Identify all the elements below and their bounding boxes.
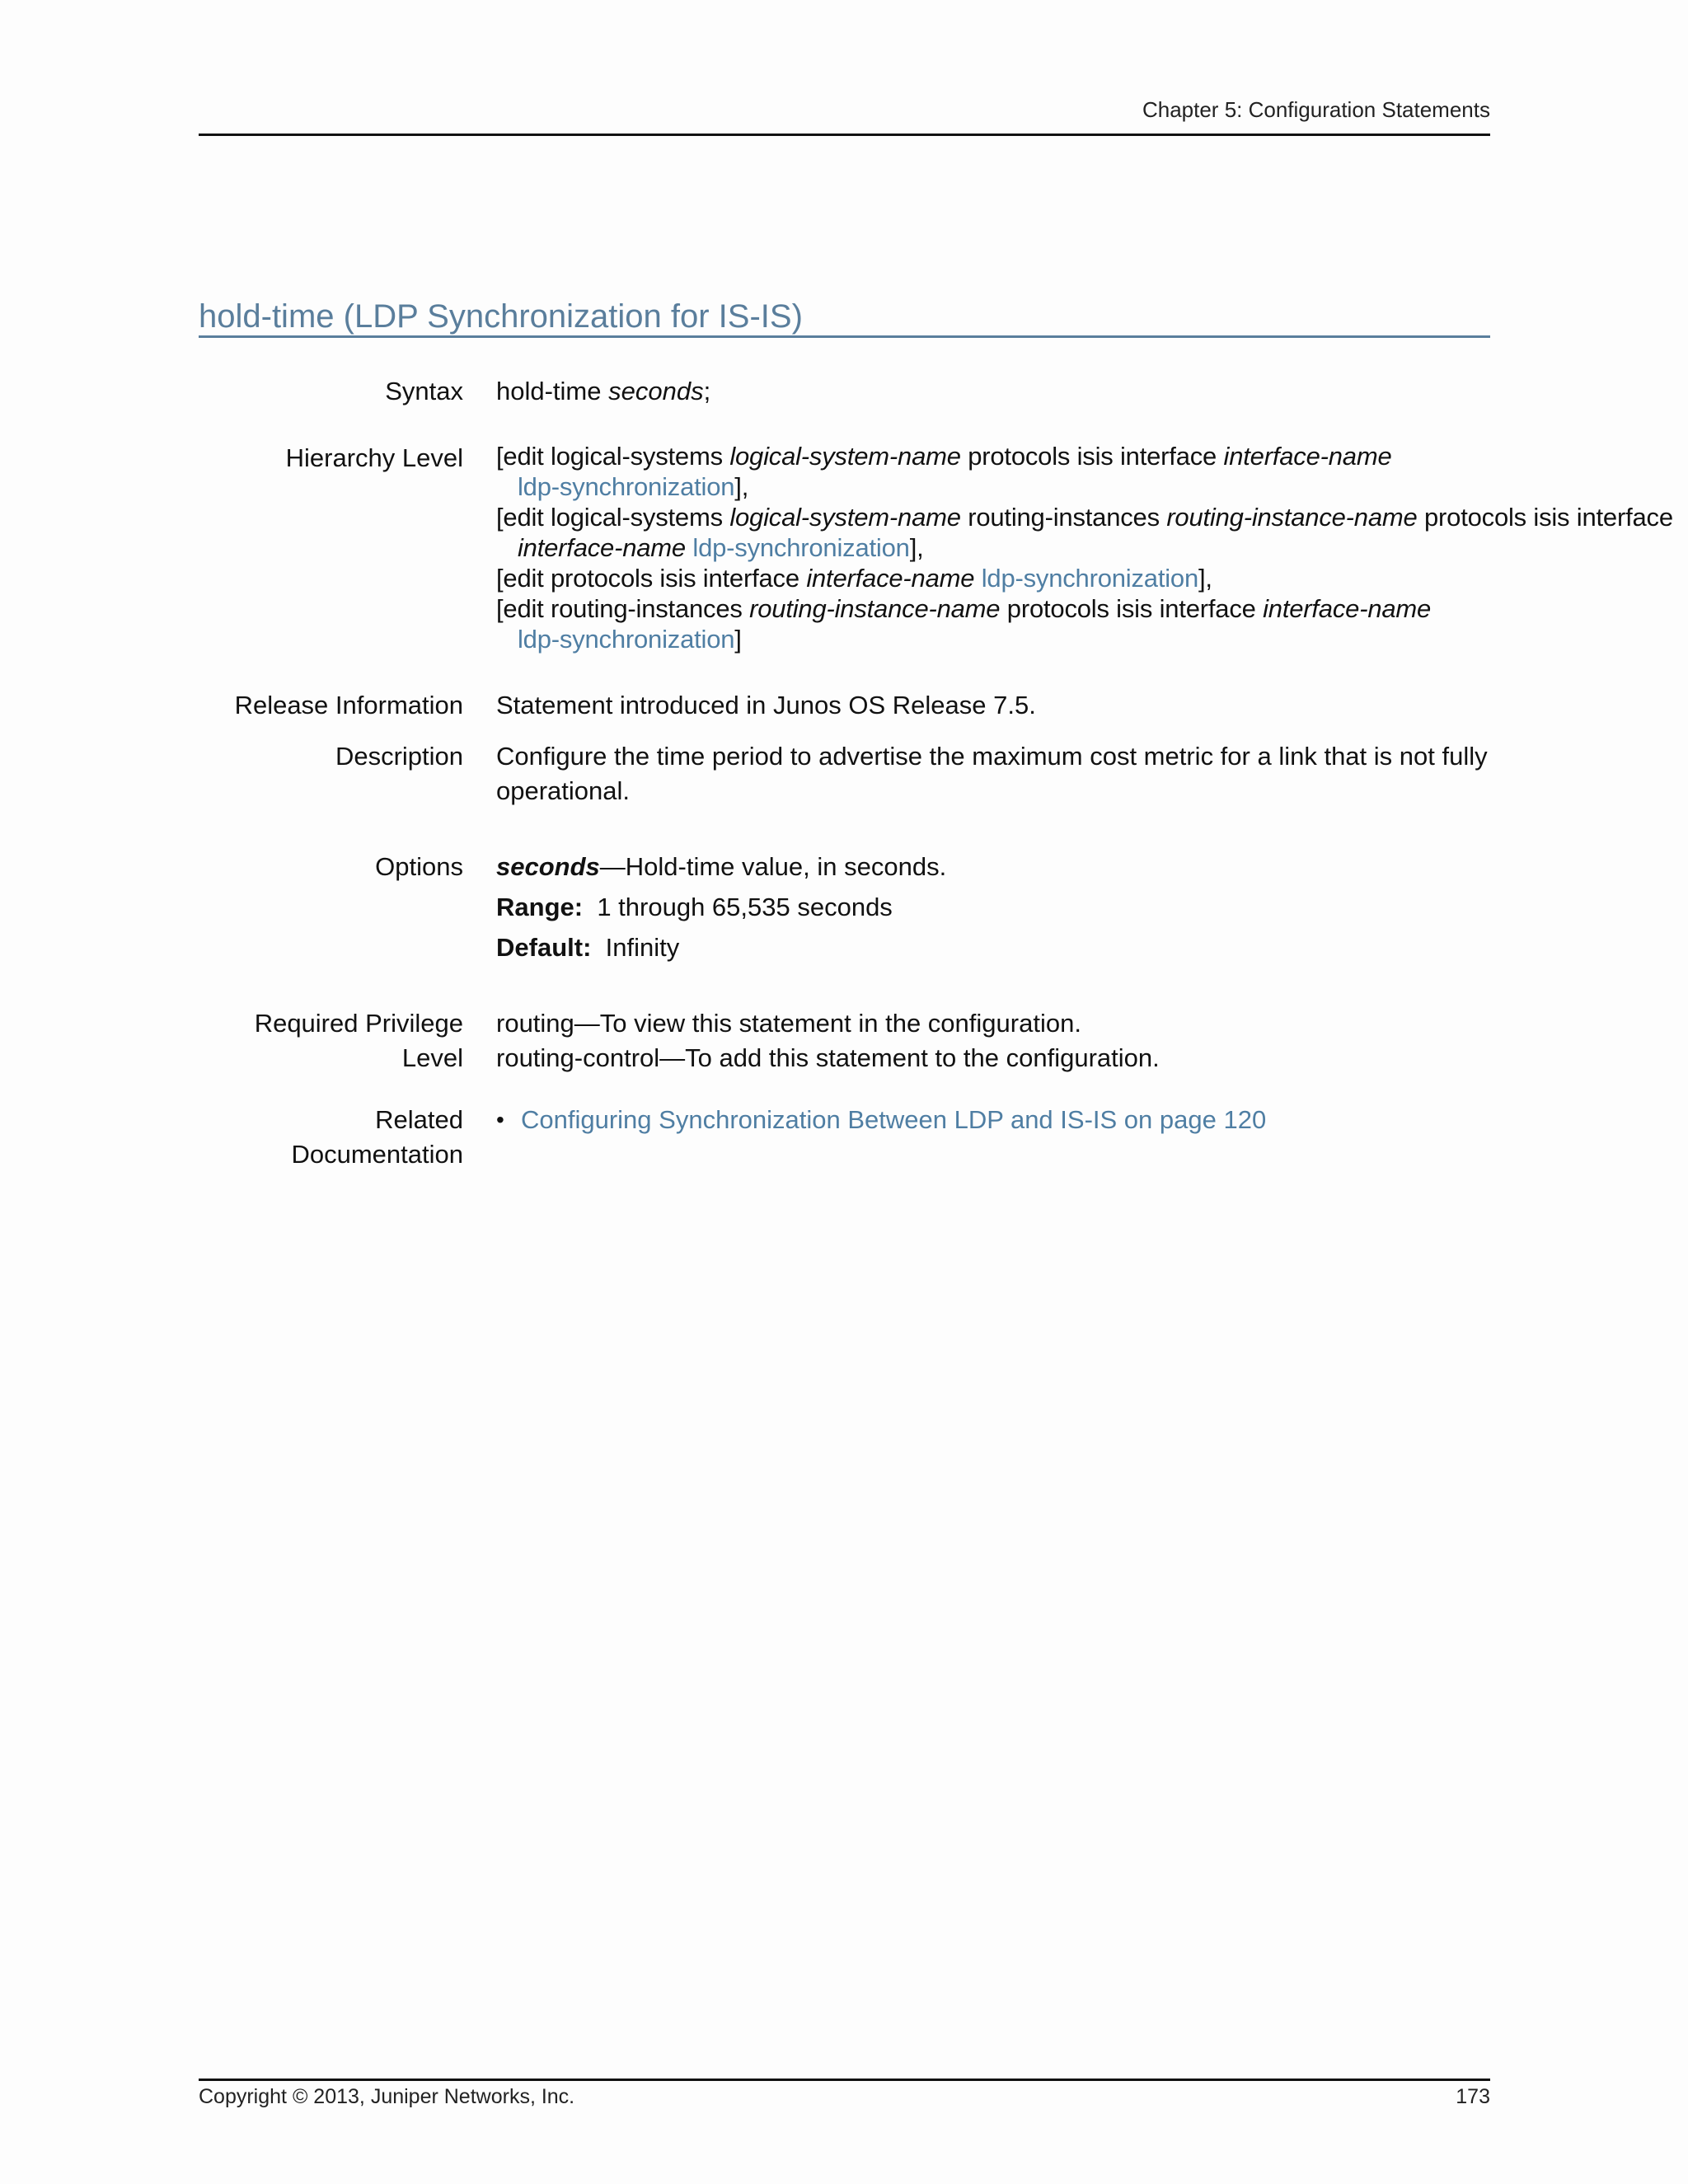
privilege-label — [183, 1006, 463, 1076]
syntax-argument: seconds — [608, 377, 704, 405]
release-label: Release Information — [234, 691, 463, 719]
hierarchy-text: routing-instances — [968, 503, 1160, 532]
description-value: Configure the time period to advertise the maximum cost metric for a link that is not fully operational. — [496, 742, 1488, 805]
hierarchy-text: [edit routing-instances — [496, 594, 743, 623]
default-value: Infinity — [605, 933, 680, 962]
hierarchy-text: [edit logical-systems — [496, 442, 723, 471]
privilege-line: routing—To view this statement in the configuration. — [496, 1009, 1081, 1038]
bullet-icon: • — [496, 1107, 504, 1132]
hierarchy-variable: interface-name — [806, 564, 975, 593]
option-seconds — [496, 850, 1490, 884]
hierarchy-text: protocols isis interface — [1006, 594, 1256, 623]
running-header: Chapter 5: Configuration Statements — [1142, 97, 1490, 122]
hierarchy-line-1 — [496, 441, 1490, 502]
footer-copyright: Copyright © 2013, Juniper Networks, Inc. — [199, 2085, 575, 2108]
hierarchy-variable: interface-name — [1263, 594, 1432, 623]
hierarchy-text: protocols isis interface — [968, 442, 1217, 471]
option-description: —Hold-time value, in seconds. — [599, 852, 947, 881]
option-range — [496, 890, 1490, 925]
description-label: Description — [335, 742, 463, 771]
option-term: seconds — [496, 852, 600, 881]
hierarchy-text: [edit logical-systems — [496, 503, 723, 532]
syntax-label: Syntax — [385, 377, 463, 405]
header-rule — [199, 134, 1490, 136]
related-value — [496, 1103, 1490, 1137]
options-value — [496, 850, 1490, 971]
hierarchy-text: protocols isis interface — [1423, 503, 1673, 532]
related-label-line: Related — [375, 1105, 463, 1134]
range-label: Range: — [496, 893, 584, 921]
syntax-terminator: ; — [703, 377, 711, 405]
ldp-synchronization-link[interactable]: ldp-synchronization — [518, 472, 735, 501]
options-label: Options — [375, 852, 463, 881]
syntax-value — [496, 374, 1490, 409]
page-title: hold-time (LDP Synchronization for IS-IS) — [199, 298, 803, 335]
hierarchy-value — [496, 441, 1673, 654]
privilege-label-line: Level — [401, 1043, 463, 1072]
hierarchy-text: [edit protocols isis interface — [496, 564, 799, 593]
default-label: Default: — [496, 933, 592, 962]
privilege-label-line: Required Privilege — [254, 1009, 463, 1038]
hierarchy-text: ] — [734, 625, 742, 654]
privilege-value — [496, 1006, 1490, 1076]
hierarchy-variable: logical-system-name — [729, 503, 961, 532]
hierarchy-variable: routing-instance-name — [749, 594, 1001, 623]
list-item — [496, 1103, 1490, 1137]
related-label-line: Documentation — [291, 1140, 463, 1169]
hierarchy-variable: interface-name — [1223, 442, 1392, 471]
hierarchy-label: Hierarchy Level — [285, 443, 463, 472]
related-doc-link[interactable]: Configuring Synchronization Between LDP and IS-IS on page 120 — [521, 1105, 1267, 1134]
syntax-command: hold-time — [496, 377, 602, 405]
release-value: Statement introduced in Junos OS Release 7.5. — [496, 691, 1036, 719]
privilege-line: routing-control—To add this statement to the configuration. — [496, 1043, 1160, 1072]
footer-rule — [199, 2079, 1490, 2081]
option-default — [496, 930, 1490, 965]
ldp-synchronization-link[interactable]: ldp-synchronization — [981, 564, 1199, 593]
hierarchy-variable: routing-instance-name — [1166, 503, 1418, 532]
title-rule — [199, 335, 1490, 338]
ldp-synchronization-link[interactable]: ldp-synchronization — [518, 625, 735, 654]
page-number: 173 — [1456, 2085, 1490, 2108]
hierarchy-line-3 — [496, 563, 1490, 593]
hierarchy-text: ], — [909, 533, 924, 562]
hierarchy-variable: interface-name — [518, 533, 686, 562]
hierarchy-text: ], — [734, 472, 749, 501]
hierarchy-text: ], — [1198, 564, 1212, 593]
hierarchy-variable: logical-system-name — [729, 442, 961, 471]
hierarchy-line-4 — [496, 593, 1490, 654]
related-label — [183, 1103, 463, 1172]
range-value: 1 through 65,535 seconds — [597, 893, 893, 921]
ldp-synchronization-link[interactable]: ldp-synchronization — [692, 533, 910, 562]
hierarchy-line-2 — [496, 502, 1673, 563]
